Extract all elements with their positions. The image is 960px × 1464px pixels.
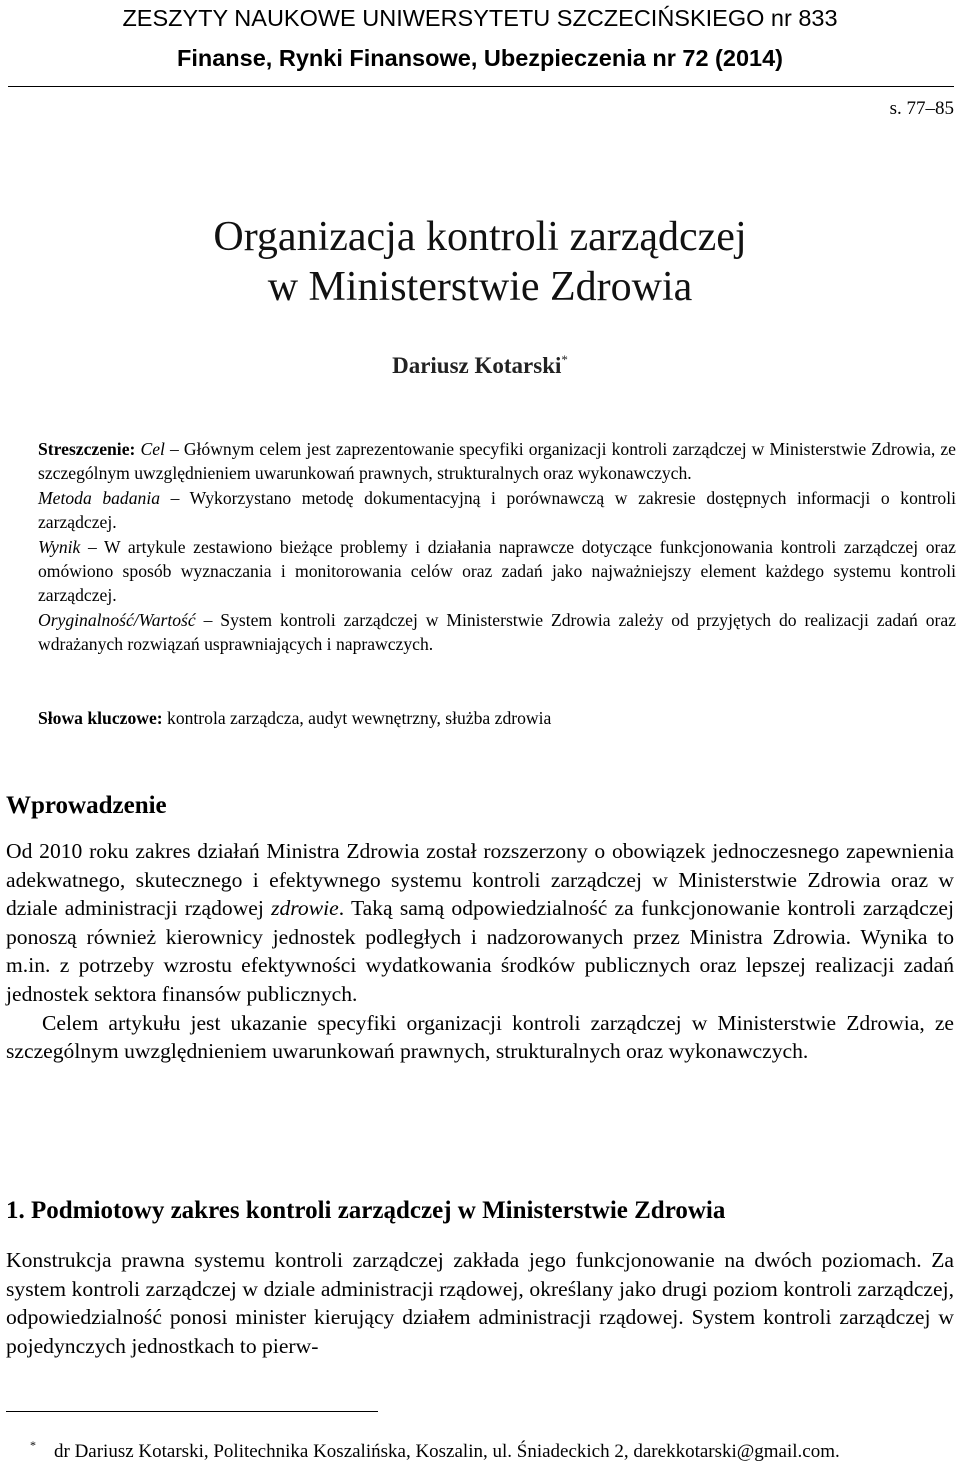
introduction-body (6, 837, 954, 1066)
author (0, 345, 960, 381)
section1-paragraph-1: Konstrukcja prawna systemu kontroli zarządczej zakłada jego funkcjonowanie na dwóch poziomach. Za system kontroli zarządczej w dziale administracji rządowej, określany jako drugi poziom kontroli zarządczej, odpowiedzialność ponosi minister kierujący działem administracji rządowej. System kontroli zarządczej w pojedynczych jednostkach to pierw- (6, 1248, 954, 1358)
intro-p1-part1: Od 2010 roku zakres działań Ministra Zdrowia został rozszerzony o obowiązek jednoczesnego zapewnienia adekwatnego, skutecznego i efektywnego systemu kontroli zarządczej w Ministerstwie Zdrowia oraz w dziale administracji rządowej (6, 839, 954, 921)
abstract-originality-text: – System kontroli zarządczej w Ministerstwie Zdrowia zależy od przyjętych do realizacji zadań oraz wdrażanych rozwiązań usprawniających i naprawczych. (38, 609, 956, 655)
footnote-rule (6, 1411, 378, 1412)
abstract-goal-text: – Głównym celem jest zaprezentowanie specyfiki organizacji kontroli zarządczej w Ministerstwie Zdrowia, ze szczególnym uwzględnieniem uwarunkowań prawnych, strukturalnych oraz wykonawczych. (38, 439, 956, 484)
author-footnote-mark: * (561, 352, 568, 367)
abstract-result-label: Wynik (38, 536, 81, 557)
footnote-mark: * (30, 1438, 36, 1452)
section-heading-introduction: Wprowadzenie (6, 792, 167, 819)
abstract-goal-label: Cel (140, 439, 165, 459)
keywords-label: Słowa kluczowe: (38, 708, 163, 728)
article-title (0, 212, 960, 312)
author-name: Dariusz Kotarski (392, 353, 562, 378)
abstract-originality-label: Oryginalność/Wartość (38, 609, 196, 630)
journal-series: Finanse, Rynki Finansowe, Ubezpieczenia nr 72 (2014) (177, 45, 783, 71)
page-range: s. 77–85 (889, 98, 954, 119)
abstract-method (38, 486, 956, 535)
abstract-label: Streszczenie: (38, 439, 136, 459)
journal-title: ZESZYTY NAUKOWE UNIWERSYTETU SZCZECIŃSKIEGO nr 833 (122, 5, 838, 31)
section-heading-1: 1. Podmiotowy zakres kontroli zarządczej w Ministerstwie Zdrowia (6, 1197, 726, 1224)
article-title-line2: w Ministerstwie Zdrowia (267, 264, 693, 310)
intro-p1-part2: . Taką samą odpowiedzialność za funkcjonowanie kontroli zarządczej ponoszą również kierownicy jednostek podległych i nadzorowanych przez Ministra Zdrowia. Wynika to m.in. z potrzeby wzrostu efektywności wydatkowania środków publicznych oraz lepszej realizacji zadań jednostek sektora finansów publicznych. (6, 896, 954, 1006)
abstract-originality (38, 608, 956, 657)
abstract-goal (38, 437, 956, 486)
section1-body (6, 1246, 954, 1360)
introduction-paragraph-1 (6, 837, 954, 1009)
intro-p1-italic: zdrowie (271, 896, 339, 921)
footnote (30, 1433, 840, 1464)
footnote-text: dr Dariusz Kotarski, Politechnika Koszalińska, Koszalin, ul. Śniadeckich 2, darekkotarski@gmail.com. (54, 1441, 840, 1462)
article-title-line1: Organizacja kontroli zarządczej (213, 214, 747, 260)
abstract-result-text: – W artykule zestawiono bieżące problemy i działania naprawcze dotyczące funkcjonowania kontroli zarządczej oraz omówiono sposób wyznaczania i monitorowania celów oraz zadań jako najważniejszy element każdego systemu kontroli zarządczej. (38, 536, 956, 606)
keywords-text: kontrola zarządcza, audyt wewnętrzny, służba zdrowia (162, 708, 552, 728)
header-rule (8, 86, 954, 87)
abstract-method-text: – Wykorzystano metodę dokumentacyjną i porównawczą w zakresie dostępnych informacji o kontroli zarządczej. (38, 487, 957, 533)
abstract-result (38, 535, 956, 608)
keywords (38, 706, 956, 730)
abstract-method-label: Metoda badania (38, 487, 161, 508)
introduction-paragraph-2: Celem artykułu jest ukazanie specyfiki organizacji kontroli zarządczej w Ministerstwie Zdrowia, ze szczególnym uwzględnieniem uwarunkowań prawnych, strukturalnych oraz wykonawczych. (6, 1010, 954, 1064)
abstract (38, 437, 956, 657)
